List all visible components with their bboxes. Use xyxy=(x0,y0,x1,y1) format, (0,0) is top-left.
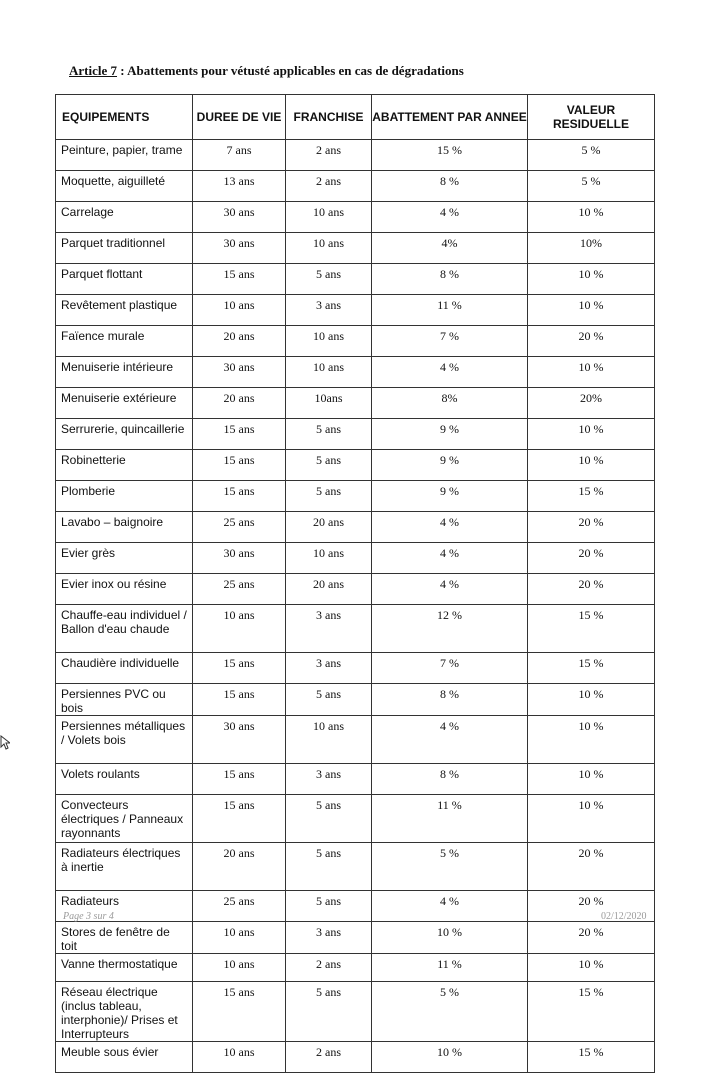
cell-equipement: Stores de fenêtre de toit xyxy=(56,922,193,954)
cell-equipement: Volets roulants xyxy=(56,764,193,795)
cell-valeur-residuelle: 10 % xyxy=(528,295,655,326)
header-franchise: FRANCHISE xyxy=(286,95,372,140)
table-row xyxy=(56,171,655,202)
cell-duree-de-vie: 30 ans xyxy=(193,716,286,764)
header-duree-de-vie: DUREE DE VIE xyxy=(193,95,286,140)
cell-franchise: 10ans xyxy=(286,388,372,419)
vetuste-table xyxy=(55,94,655,1073)
cell-abattement: 4 % xyxy=(372,543,528,574)
cell-equipement: Chauffe-eau individuel / Ballon d'eau chaude xyxy=(56,605,193,653)
cell-equipement: Radiateurs xyxy=(56,891,193,922)
cell-equipement: Evier inox ou résine xyxy=(56,574,193,605)
cell-franchise: 5 ans xyxy=(286,264,372,295)
cell-franchise: 10 ans xyxy=(286,202,372,233)
cell-equipement: Revêtement plastique xyxy=(56,295,193,326)
cell-duree-de-vie: 10 ans xyxy=(193,1042,286,1073)
cell-abattement: 8 % xyxy=(372,264,528,295)
cell-equipement: Convecteurs électriques / Panneaux rayonnants xyxy=(56,795,193,843)
cell-abattement: 4 % xyxy=(372,512,528,543)
cell-abattement: 4 % xyxy=(372,202,528,233)
cell-duree-de-vie: 20 ans xyxy=(193,326,286,357)
table-row xyxy=(56,202,655,233)
cell-equipement: Radiateurs électriques à inertie xyxy=(56,843,193,891)
cell-valeur-residuelle: 10 % xyxy=(528,954,655,982)
table-row xyxy=(56,450,655,481)
table-row xyxy=(56,357,655,388)
table-row xyxy=(56,574,655,605)
table-row xyxy=(56,716,655,764)
cell-abattement: 4 % xyxy=(372,716,528,764)
cell-abattement: 4 % xyxy=(372,574,528,605)
cell-abattement: 15 % xyxy=(372,140,528,171)
cell-equipement: Robinetterie xyxy=(56,450,193,481)
cell-abattement: 9 % xyxy=(372,419,528,450)
cell-duree-de-vie: 25 ans xyxy=(193,512,286,543)
cell-valeur-residuelle: 15 % xyxy=(528,1042,655,1073)
table-header-row xyxy=(56,95,655,140)
cell-franchise: 5 ans xyxy=(286,419,372,450)
cell-duree-de-vie: 25 ans xyxy=(193,574,286,605)
cell-abattement: 8% xyxy=(372,388,528,419)
cell-franchise: 5 ans xyxy=(286,843,372,891)
cell-valeur-residuelle: 20 % xyxy=(528,891,655,922)
cell-franchise: 2 ans xyxy=(286,171,372,202)
cell-equipement: Vanne thermostatique xyxy=(56,954,193,982)
cell-equipement: Réseau électrique (inclus tableau, interphonie)/ Prises et Interrupteurs xyxy=(56,982,193,1042)
cell-valeur-residuelle: 15 % xyxy=(528,605,655,653)
table-row xyxy=(56,684,655,716)
page-number: Page 3 sur 4 xyxy=(63,911,114,922)
cell-valeur-residuelle: 10 % xyxy=(528,419,655,450)
cell-franchise: 5 ans xyxy=(286,684,372,716)
table-row xyxy=(56,233,655,264)
cell-duree-de-vie: 15 ans xyxy=(193,764,286,795)
table-row xyxy=(56,795,655,843)
table-row xyxy=(56,512,655,543)
cell-abattement: 7 % xyxy=(372,326,528,357)
cell-duree-de-vie: 7 ans xyxy=(193,140,286,171)
cell-valeur-residuelle: 20% xyxy=(528,388,655,419)
cell-duree-de-vie: 15 ans xyxy=(193,653,286,684)
cell-equipement: Persiennes PVC ou bois xyxy=(56,684,193,716)
table-row xyxy=(56,843,655,891)
cell-franchise: 5 ans xyxy=(286,982,372,1042)
cell-valeur-residuelle: 10 % xyxy=(528,684,655,716)
cell-valeur-residuelle: 15 % xyxy=(528,481,655,512)
cell-valeur-residuelle: 20 % xyxy=(528,843,655,891)
cell-equipement: Lavabo – baignoire xyxy=(56,512,193,543)
cell-duree-de-vie: 30 ans xyxy=(193,357,286,388)
table-row xyxy=(56,891,655,922)
cell-franchise: 20 ans xyxy=(286,512,372,543)
cell-equipement: Chaudière individuelle xyxy=(56,653,193,684)
table-row xyxy=(56,1042,655,1073)
cell-valeur-residuelle: 10 % xyxy=(528,450,655,481)
cell-equipement: Serrurerie, quincaillerie xyxy=(56,419,193,450)
cell-franchise: 10 ans xyxy=(286,233,372,264)
cell-valeur-residuelle: 20 % xyxy=(528,543,655,574)
article-number: Article 7 xyxy=(69,63,118,78)
table-row xyxy=(56,388,655,419)
cell-franchise: 10 ans xyxy=(286,543,372,574)
cell-valeur-residuelle: 5 % xyxy=(528,171,655,202)
mouse-pointer-icon xyxy=(0,735,10,751)
cell-equipement: Menuiserie intérieure xyxy=(56,357,193,388)
cell-valeur-residuelle: 15 % xyxy=(528,982,655,1042)
cell-duree-de-vie: 13 ans xyxy=(193,171,286,202)
article-heading: : Abattements pour vétusté applicables en cas de dégradations xyxy=(117,63,464,78)
cell-equipement: Evier grès xyxy=(56,543,193,574)
table-row xyxy=(56,481,655,512)
cell-franchise: 5 ans xyxy=(286,891,372,922)
table-row xyxy=(56,764,655,795)
cell-abattement: 9 % xyxy=(372,481,528,512)
cell-duree-de-vie: 15 ans xyxy=(193,419,286,450)
cell-equipement: Meuble sous évier xyxy=(56,1042,193,1073)
cell-equipement: Peinture, papier, trame xyxy=(56,140,193,171)
cell-duree-de-vie: 15 ans xyxy=(193,450,286,481)
cell-equipement: Menuiserie extérieure xyxy=(56,388,193,419)
table-row xyxy=(56,982,655,1042)
cell-equipement: Persiennes métalliques / Volets bois xyxy=(56,716,193,764)
cell-franchise: 2 ans xyxy=(286,954,372,982)
cell-franchise: 5 ans xyxy=(286,795,372,843)
cell-valeur-residuelle: 10 % xyxy=(528,202,655,233)
cell-franchise: 3 ans xyxy=(286,295,372,326)
cell-duree-de-vie: 15 ans xyxy=(193,982,286,1042)
cell-valeur-residuelle: 15 % xyxy=(528,653,655,684)
cell-valeur-residuelle: 10 % xyxy=(528,716,655,764)
cell-equipement: Plomberie xyxy=(56,481,193,512)
cell-duree-de-vie: 10 ans xyxy=(193,922,286,954)
cell-duree-de-vie: 10 ans xyxy=(193,954,286,982)
cell-franchise: 3 ans xyxy=(286,605,372,653)
table-row xyxy=(56,653,655,684)
cell-equipement: Faïence murale xyxy=(56,326,193,357)
cell-franchise: 10 ans xyxy=(286,716,372,764)
table-row xyxy=(56,264,655,295)
cell-abattement: 11 % xyxy=(372,954,528,982)
cell-equipement: Carrelage xyxy=(56,202,193,233)
cell-abattement: 11 % xyxy=(372,295,528,326)
cell-valeur-residuelle: 20 % xyxy=(528,512,655,543)
cell-franchise: 5 ans xyxy=(286,481,372,512)
cell-franchise: 2 ans xyxy=(286,140,372,171)
cell-abattement: 12 % xyxy=(372,605,528,653)
table-row xyxy=(56,922,655,954)
cell-abattement: 9 % xyxy=(372,450,528,481)
cell-franchise: 3 ans xyxy=(286,764,372,795)
cell-franchise: 2 ans xyxy=(286,1042,372,1073)
cell-duree-de-vie: 10 ans xyxy=(193,295,286,326)
cell-franchise: 3 ans xyxy=(286,922,372,954)
cell-valeur-residuelle: 10 % xyxy=(528,264,655,295)
cell-equipement: Moquette, aiguilleté xyxy=(56,171,193,202)
cell-duree-de-vie: 15 ans xyxy=(193,795,286,843)
table-row xyxy=(56,419,655,450)
cell-duree-de-vie: 30 ans xyxy=(193,233,286,264)
table-row xyxy=(56,954,655,982)
cell-duree-de-vie: 30 ans xyxy=(193,202,286,233)
cell-valeur-residuelle: 10 % xyxy=(528,357,655,388)
header-equipements: EQUIPEMENTS xyxy=(56,95,193,140)
table-row xyxy=(56,326,655,357)
cell-franchise: 20 ans xyxy=(286,574,372,605)
table-row xyxy=(56,140,655,171)
cell-valeur-residuelle: 20 % xyxy=(528,574,655,605)
cell-duree-de-vie: 15 ans xyxy=(193,264,286,295)
cell-abattement: 4 % xyxy=(372,357,528,388)
cell-valeur-residuelle: 20 % xyxy=(528,922,655,954)
cell-duree-de-vie: 25 ans xyxy=(193,891,286,922)
cell-duree-de-vie: 15 ans xyxy=(193,481,286,512)
cell-abattement: 4 % xyxy=(372,891,528,922)
cell-abattement: 4% xyxy=(372,233,528,264)
cell-duree-de-vie: 15 ans xyxy=(193,684,286,716)
cell-abattement: 7 % xyxy=(372,653,528,684)
cell-equipement: Parquet traditionnel xyxy=(56,233,193,264)
cell-valeur-residuelle: 10% xyxy=(528,233,655,264)
cell-abattement: 8 % xyxy=(372,171,528,202)
cell-abattement: 10 % xyxy=(372,922,528,954)
cell-franchise: 5 ans xyxy=(286,450,372,481)
cell-equipement: Parquet flottant xyxy=(56,264,193,295)
cell-abattement: 5 % xyxy=(372,843,528,891)
article-title xyxy=(69,63,464,79)
cell-duree-de-vie: 10 ans xyxy=(193,605,286,653)
cell-valeur-residuelle: 20 % xyxy=(528,326,655,357)
cell-duree-de-vie: 20 ans xyxy=(193,843,286,891)
cell-franchise: 10 ans xyxy=(286,357,372,388)
cell-valeur-residuelle: 5 % xyxy=(528,140,655,171)
cell-franchise: 10 ans xyxy=(286,326,372,357)
cell-valeur-residuelle: 10 % xyxy=(528,795,655,843)
cell-franchise: 3 ans xyxy=(286,653,372,684)
cell-abattement: 8 % xyxy=(372,684,528,716)
cell-abattement: 10 % xyxy=(372,1042,528,1073)
header-valeur-residuelle: VALEUR RESIDUELLE xyxy=(528,95,655,140)
table-row xyxy=(56,295,655,326)
cell-abattement: 11 % xyxy=(372,795,528,843)
cell-duree-de-vie: 20 ans xyxy=(193,388,286,419)
header-abattement: ABATTEMENT PAR ANNEE xyxy=(372,95,528,140)
cell-abattement: 5 % xyxy=(372,982,528,1042)
footer-date: 02/12/2020 xyxy=(601,911,647,922)
table-row xyxy=(56,605,655,653)
cell-valeur-residuelle: 10 % xyxy=(528,764,655,795)
table-row xyxy=(56,543,655,574)
cell-duree-de-vie: 30 ans xyxy=(193,543,286,574)
cell-abattement: 8 % xyxy=(372,764,528,795)
